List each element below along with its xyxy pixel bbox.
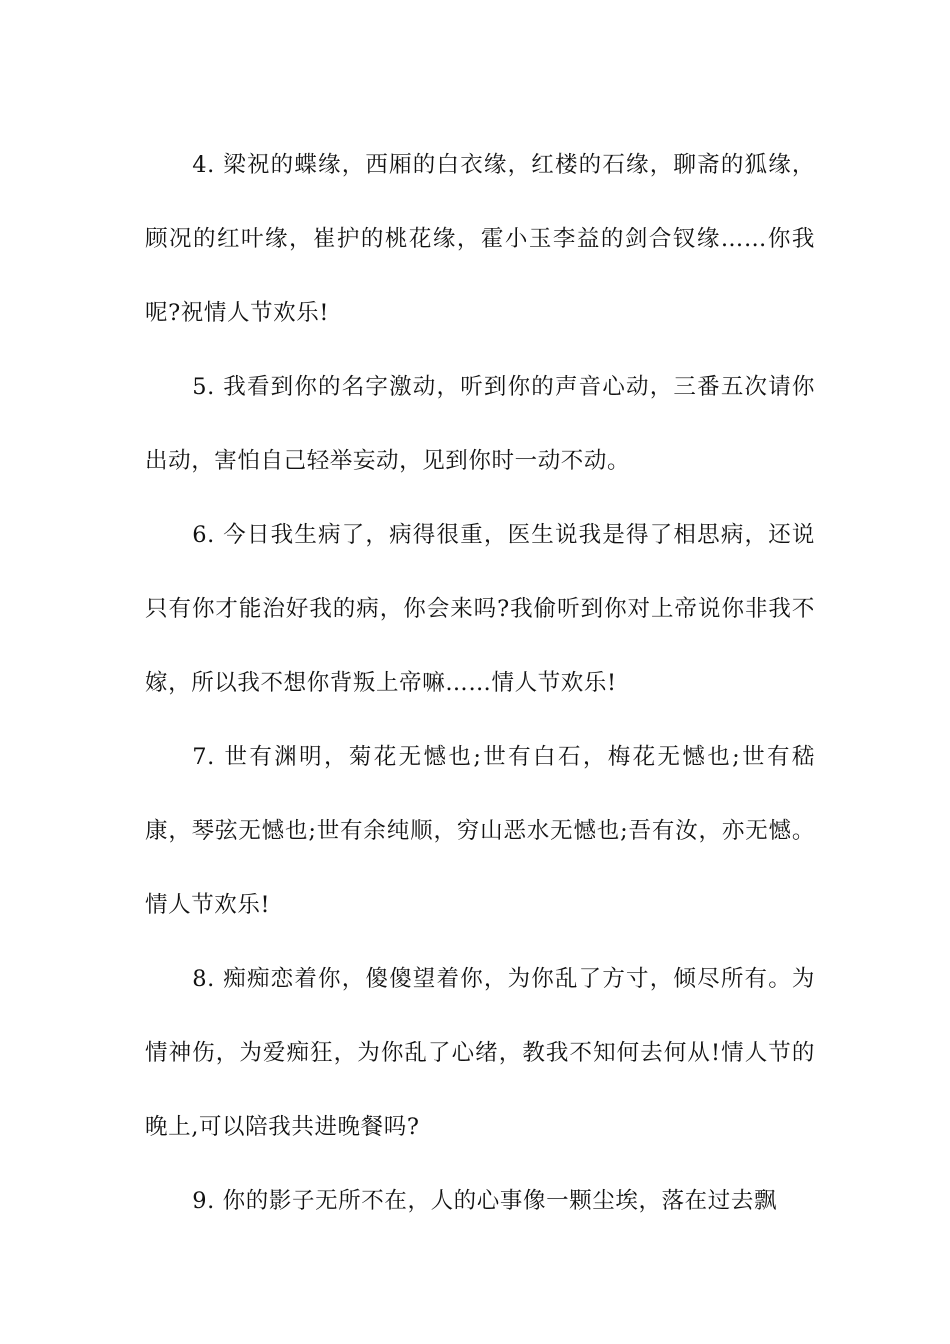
paragraph-8: 8. 痴痴恋着你，傻傻望着你，为你乱了方寸，倾尽所有。为情神伤，为爱痴狂，为你乱了心绪，教我不知何去何从!情人节的晚上,可以陪我共进晚餐吗? — [145, 966, 815, 1140]
paragraph-4: 4. 梁祝的蝶缘，西厢的白衣缘，红楼的石缘，聊斋的狐缘，顾况的红叶缘，崔护的桃花缘，霍小玉李益的剑合钗缘……你我呢?祝情人节欢乐! — [145, 152, 815, 326]
paragraph-7: 7. 世有渊明，菊花无憾也;世有白石，梅花无憾也;世有嵇康，琴弦无憾也;世有余纯顺，穷山恶水无憾也;吾有汝，亦无憾。情人节欢乐! — [145, 744, 815, 918]
paragraph-5: 5. 我看到你的名字激动，听到你的声音心动，三番五次请你出动，害怕自己轻举妄动，见到你时一动不动。 — [145, 374, 815, 474]
paragraph-9: 9. 你的影子无所不在，人的心事像一颗尘埃，落在过去飘 — [192, 1188, 778, 1214]
document-body — [145, 128, 815, 1238]
paragraph-6: 6. 今日我生病了，病得很重，医生说我是得了相思病，还说只有你才能治好我的病，你会来吗?我偷听到你对上帝说你非我不嫁，所以我不想你背叛上帝嘛……情人节欢乐! — [145, 522, 815, 696]
